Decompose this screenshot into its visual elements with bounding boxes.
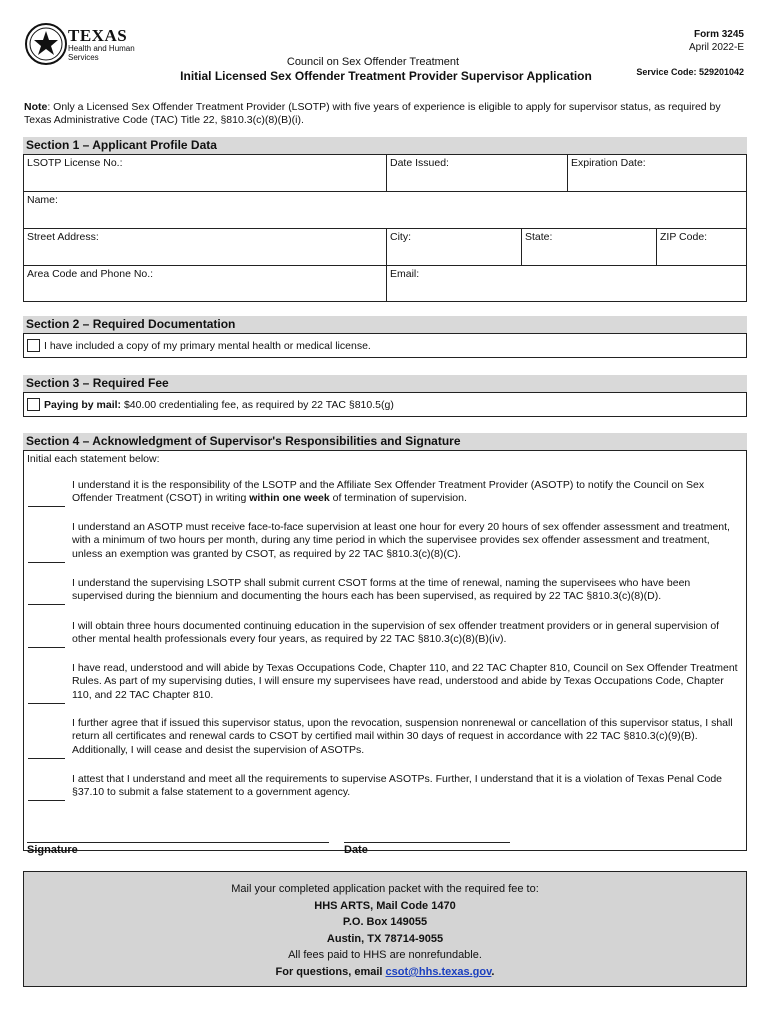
initial-line-5[interactable] xyxy=(28,661,65,704)
questions-line: For questions, email csot@hhs.texas.gov. xyxy=(275,965,495,978)
section-2 xyxy=(23,316,747,358)
expiration-date-field[interactable]: Expiration Date: xyxy=(567,155,746,191)
form-date: April 2022-E xyxy=(688,42,744,53)
section-2-title: Section 2 – Required Documentation xyxy=(23,316,747,333)
mail-intro: Mail your completed application packet with the required fee to: xyxy=(231,883,539,895)
logo-subtitle: Health and Human Services xyxy=(68,44,135,62)
hhs-logo xyxy=(24,22,144,70)
nonrefundable-note: All fees paid to HHS are nonrefundable. xyxy=(288,949,482,962)
service-code: Service Code: 529201042 xyxy=(636,67,744,77)
street-address-field[interactable]: Street Address: xyxy=(27,231,99,243)
section-4 xyxy=(23,433,747,856)
form-number: Form 3245 xyxy=(693,29,744,40)
note-text: : Only a Licensed Sex Offender Treatment Provider (LSOTP) with five years of experience is eligible to apply for supervisor status, as required by Texas Administrative Code (TAC) Title 22, §810.3(c)(8)(B)(i). xyxy=(24,101,721,126)
date-line[interactable]: Date xyxy=(344,842,510,856)
license-copy-row xyxy=(23,333,747,358)
name-field[interactable]: Name: xyxy=(27,194,58,206)
po-box: P.O. Box 149055 xyxy=(342,916,428,929)
section-1 xyxy=(23,137,747,302)
logo-title: TEXAS xyxy=(68,26,128,45)
form-number-block xyxy=(689,28,744,54)
section-3 xyxy=(23,375,747,417)
statement-6-text: I further agree that if issued this supervisor status, upon the revocation, suspension nonrenewal or cancellation of this supervisor status, I shall return all certificates and renewal cards to CSOT by certified mail within 30 days of request in accordance with 22 TAC §810.3(c)(9)(B). Additionally, I will cease and desist the supervision of ASOTPs. xyxy=(72,717,733,756)
section-1-title: Section 1 – Applicant Profile Data xyxy=(23,137,747,154)
applicant-profile-grid xyxy=(23,154,747,302)
eligibility-note xyxy=(24,101,746,127)
note-label: Note xyxy=(24,101,48,113)
acknowledgment-box xyxy=(23,450,747,856)
state-field[interactable]: State: xyxy=(521,229,656,265)
council-name: Council on Sex Offender Treatment xyxy=(286,56,460,68)
date-issued-field[interactable]: Date Issued: xyxy=(386,155,567,191)
statement-2-text: I understand an ASOTP must receive face-to-face supervision at least one hour for every 20 hours of sex offender assessment and treatment, with a minimum of two hours per month, during any time period in which the supervisee provides sex offender assessment and treatment, unless an exemption was granted by CSOT, as required by 22 TAC §810.3(c)(8)(C). xyxy=(72,521,730,560)
city-field[interactable]: City: xyxy=(386,229,521,265)
initial-line-2[interactable] xyxy=(28,520,65,563)
initial-instructions: Initial each statement below: xyxy=(27,453,160,465)
pay-by-mail-checkbox[interactable] xyxy=(27,398,40,411)
section-4-title: Section 4 – Acknowledgment of Supervisor's Responsibilities and Signature xyxy=(23,433,747,450)
city-zip: Austin, TX 78714-9055 xyxy=(326,932,444,945)
statement-5-text: I have read, understood and will abide by Texas Occupations Code, Chapter 110, and 22 TAC Chapter 810, Council on Sex Offender Treatment Rules. As part of my supervising duties, I will ensure my supervisees have read, understood and abide by Texas Occupations Code, Chapter 110, and 22 TAC Chapter 810. xyxy=(72,662,738,701)
initial-line-3[interactable] xyxy=(28,576,65,605)
statement-4-text: I will obtain three hours documented continuing education in the supervision of sex offender treatment providers or in general supervision of other mental health professionals every four years, as required by 22 TAC §810.3(c)(8)(B)(iv). xyxy=(72,620,720,646)
statement-1-text: I understand it is the responsibility of the LSOTP and the Affiliate Sex Offender Treatment Provider (ASOTP) to notify the Council on Sex Offender Treatment (CSOT) in writing within one week of termination of supervision. xyxy=(72,479,705,505)
mail-code: HHS ARTS, Mail Code 1470 xyxy=(314,899,456,912)
section-3-title: Section 3 – Required Fee xyxy=(23,375,747,392)
mailing-instructions xyxy=(23,871,747,987)
csot-email-link[interactable]: csot@hhs.texas.gov xyxy=(385,965,492,978)
zip-code-field[interactable]: ZIP Code: xyxy=(656,229,746,265)
fee-row xyxy=(23,392,747,417)
license-copy-label: I have included a copy of my primary mental health or medical license. xyxy=(44,339,371,352)
email-field[interactable]: Email: xyxy=(386,266,746,301)
statement-7-text: I attest that I understand and meet all the requirements to supervise ASOTPs. Further, I understand that it is a violation of Texas Penal Code §37.10 to submit a false statement to a government agency. xyxy=(72,773,723,799)
initial-line-4[interactable] xyxy=(28,619,65,648)
initial-line-6[interactable] xyxy=(28,716,65,759)
initial-line-1[interactable] xyxy=(28,478,65,507)
phone-field[interactable]: Area Code and Phone No.: xyxy=(27,268,154,280)
page-title: Initial Licensed Sex Offender Treatment Provider Supervisor Application xyxy=(180,69,592,83)
license-copy-checkbox[interactable] xyxy=(27,339,40,352)
initial-line-7[interactable] xyxy=(28,772,65,801)
pay-by-mail-label: Paying by mail: xyxy=(44,398,122,411)
statement-3-text: I understand the supervising LSOTP shall submit current CSOT forms at the time of renewal, naming the supervisees who have been supervised during the biennium and documenting the hours each has been supervised, as required by 22 TAC §810.3(c)(8)(D). xyxy=(72,577,691,603)
signature-line[interactable]: Signature xyxy=(27,842,329,856)
texas-seal-icon xyxy=(24,22,68,66)
fee-description: $40.00 credentialing fee, as required by 22 TAC §810.5(g) xyxy=(121,398,394,411)
license-no-field[interactable]: LSOTP License No.: xyxy=(27,157,123,169)
